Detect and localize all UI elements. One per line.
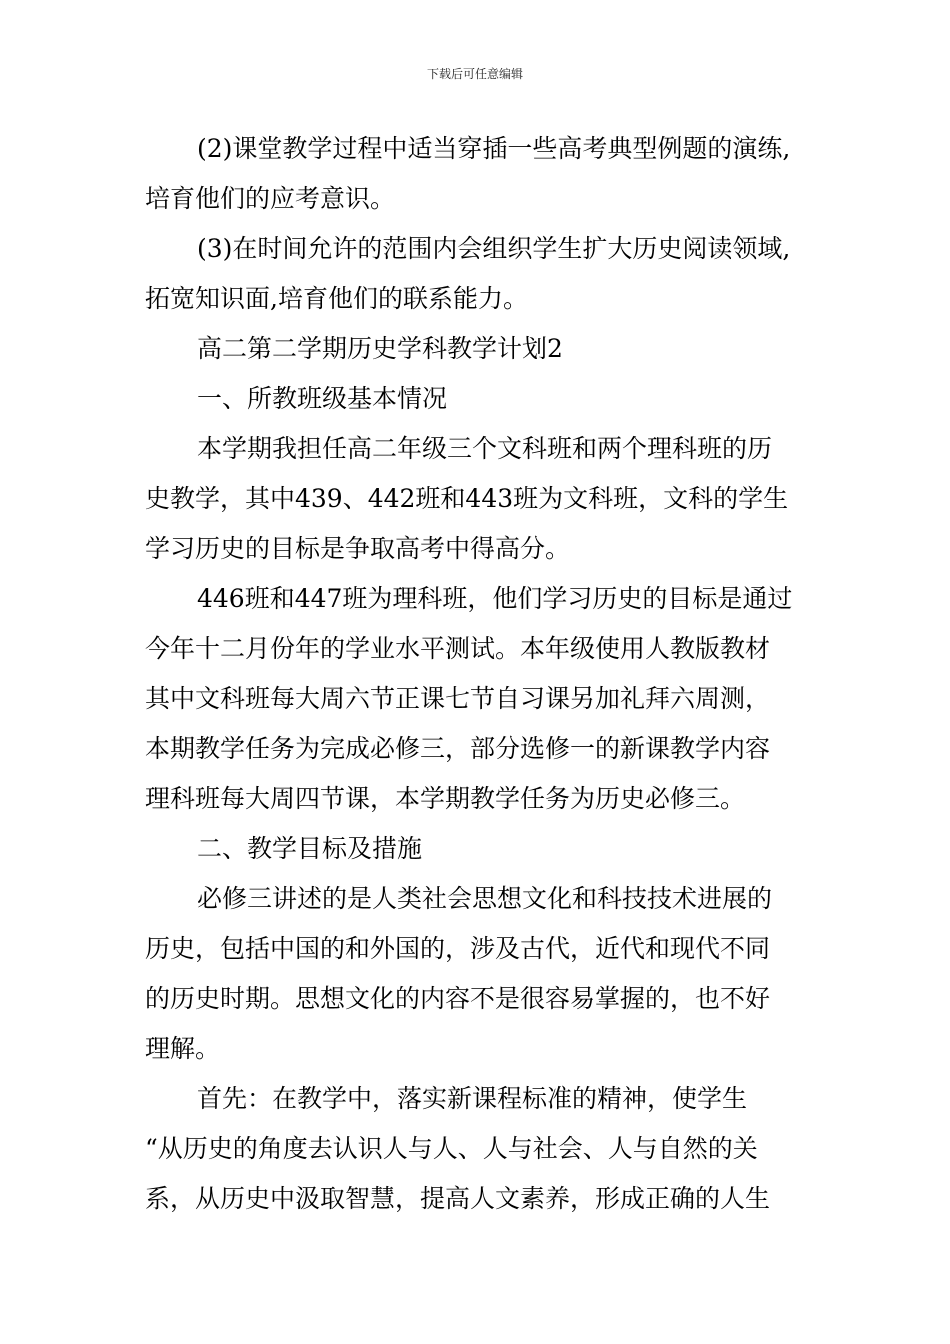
- text-line: 理科班每大周四节课，本学期教学任务为历史必修三。: [145, 784, 746, 813]
- text-line: 历史，包括中国的和外国的，涉及古代，近代和现代不同: [145, 934, 771, 963]
- text-line: 系，从历史中汲取智慧，提高人文素养，形成正确的人生: [145, 1184, 771, 1213]
- text-line: 培育他们的应考意识。: [145, 184, 396, 213]
- text-line: 其中文科班每大周六节正课七节自习课另加礼拜六周测，: [145, 684, 771, 713]
- text-line: 今年十二月份年的学业水平测试。本年级使用人教版教材: [145, 634, 771, 663]
- text-line: 首先：在教学中，落实新课程标准的精神，使学生: [197, 1084, 748, 1113]
- text-line: 本期教学任务为完成必修三，部分选修一的新课教学内容: [145, 734, 771, 763]
- text-line: 必修三讲述的是人类社会思想文化和科技技术进展的: [197, 884, 773, 913]
- text-line: 本学期我担任高二年级三个文科班和两个理科班的历: [197, 434, 773, 463]
- text-line: 学习历史的目标是争取高考中得高分。: [145, 534, 571, 563]
- text-line: 理解。: [145, 1034, 221, 1063]
- page-header: 下载后可任意编辑: [426, 67, 523, 81]
- text-line: 拓宽知识面,培育他们的联系能力。: [145, 284, 528, 313]
- text-line: (3)在时间允许的范围内会组织学生扩大历史阅读领域,: [197, 234, 791, 263]
- section-heading: 二、教学目标及措施: [197, 834, 423, 863]
- text-line: “从历史的角度去认识人与人、人与社会、人与自然的关: [145, 1134, 758, 1163]
- section-heading: 一、所教班级基本情况: [197, 384, 448, 413]
- text-line: 的历史时期。思想文化的内容不是很容易掌握的，也不好: [145, 984, 771, 1013]
- text-line: (2)课堂教学过程中适当穿插一些高考典型例题的演练,: [197, 134, 791, 163]
- text-line: 史教学，其中439、442班和443班为文科班，文科的学生: [145, 484, 789, 513]
- section-title: 高二第二学期历史学科教学计划2: [197, 334, 563, 363]
- text-line: 446班和447班为理科班，他们学习历史的目标是通过: [197, 584, 793, 613]
